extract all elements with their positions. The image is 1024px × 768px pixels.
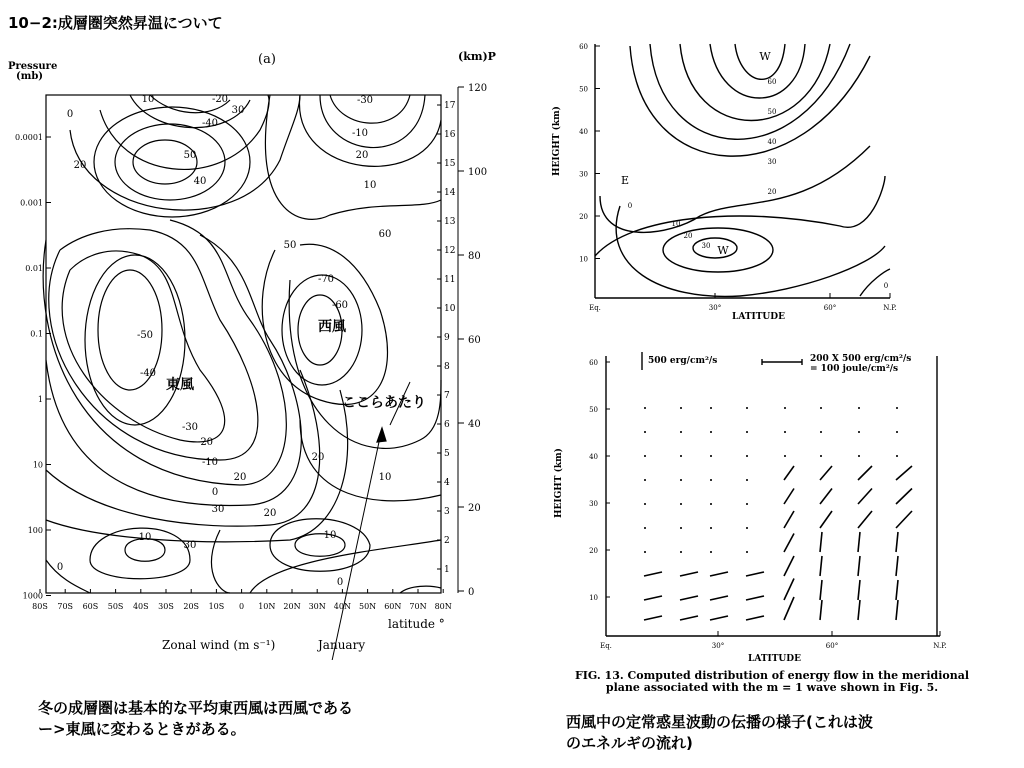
panel-label-a: (a) <box>258 52 276 67</box>
wind-direction-letter: W <box>759 50 771 63</box>
energy-flux-arrow <box>820 489 832 505</box>
contour-value-label: 10 <box>323 530 337 541</box>
energy-flux-arrow <box>784 579 794 601</box>
energy-flux-arrow <box>820 600 822 620</box>
latitude-axis-title-top: LATITUDE <box>732 312 785 322</box>
contour-value-label: 10 <box>141 94 155 105</box>
contour-value-label: 20 <box>355 150 369 161</box>
latitude-tick-label: 70S <box>57 602 74 611</box>
pressure-tick-label: 0.0001 <box>15 133 43 142</box>
latitude-axis-title: latitude ° <box>388 617 445 631</box>
month-caption: January <box>318 638 366 652</box>
annotation-around-here: ここらあたり <box>342 395 426 411</box>
km-tick-label: 8 <box>444 362 450 372</box>
energy-flux-arrow <box>858 511 872 528</box>
latitude-tick-label-top: Eq. <box>589 304 601 312</box>
height-tick-label-top: 40 <box>579 128 588 136</box>
contour-value-label: -60 <box>331 300 349 311</box>
figure-13-caption-line2: plane associated with the m = 1 wave shown in Fig. 5. <box>605 681 939 694</box>
stationary-wave-contour-plot <box>540 36 960 326</box>
zonal-wind-figure <box>0 40 510 660</box>
energy-flux-arrow <box>820 466 832 480</box>
energy-flux-arrow <box>858 600 860 620</box>
energy-flux-arrow <box>644 596 662 600</box>
contour-value-label: -10 <box>351 128 369 139</box>
wave-propagation-note-line2: のエネルギの流れ) <box>566 734 693 752</box>
km-tick-label: 9 <box>444 333 450 343</box>
contour-value-label-top: 30 <box>701 242 711 250</box>
height-tick-label: 120 <box>468 83 488 94</box>
contour-value-label: -30 <box>356 95 374 106</box>
km-axis-title: (km)P <box>458 50 496 63</box>
energy-flux-arrow <box>784 534 794 553</box>
height-tick-label-top: 50 <box>579 85 588 94</box>
pressure-tick-label: 0.001 <box>20 198 43 208</box>
latitude-tick-label: 70N <box>409 602 427 611</box>
pressure-tick-label: 1 <box>37 395 43 404</box>
energy-flux-arrow <box>746 572 764 576</box>
energy-flux-arrow <box>858 580 860 600</box>
energy-flux-arrow <box>710 596 728 600</box>
annotation-east-wind: 東風 <box>166 377 194 393</box>
energy-flux-arrow <box>710 616 728 620</box>
latitude-tick-label-top: 30° <box>708 304 722 312</box>
km-tick-label: 14 <box>444 188 456 198</box>
figure-13-caption-line1: FIG. 13. Computed distribution of energy flow in the meridional <box>574 669 970 682</box>
km-tick-label: 11 <box>444 275 456 285</box>
latitude-tick-label: 50S <box>107 602 124 611</box>
contour-value-label: 20 <box>263 508 277 519</box>
height-axis-title-top: HEIGHT (km) <box>552 106 562 176</box>
height-tick-label-top: 10 <box>579 255 588 264</box>
height-tick-label: 80 <box>468 251 481 262</box>
pressure-tick-label: 0.01 <box>25 264 43 273</box>
zonal-wind-caption: Zonal wind (m s⁻¹) <box>162 638 276 652</box>
km-tick-label: 7 <box>444 391 450 401</box>
contour-value-label: 30 <box>211 504 225 515</box>
contour-value-label-top: 20 <box>767 188 777 196</box>
energy-flux-arrow <box>784 597 794 620</box>
energy-flux-arrow <box>858 532 860 552</box>
energy-flux-arrow <box>896 556 898 576</box>
height-tick-label-bottom: 30 <box>589 500 598 508</box>
winter-stratosphere-note-line2: ー>東風に変わるときがある。 <box>38 720 246 738</box>
km-tick-label: 12 <box>444 246 456 256</box>
km-tick-label: 3 <box>444 507 450 517</box>
energy-flux-arrow <box>784 511 794 528</box>
pressure-tick-label: 1000 <box>22 591 43 601</box>
height-tick-label-bottom: 40 <box>589 453 598 461</box>
pressure-tick-label: 100 <box>27 526 43 535</box>
latitude-tick-label: 40S <box>132 602 149 611</box>
energy-flux-arrow <box>858 466 872 480</box>
energy-flux-arrow <box>746 616 764 620</box>
height-tick-label: 40 <box>468 419 481 430</box>
height-tick-label-bottom: 20 <box>589 547 598 555</box>
latitude-tick-label: 0 <box>239 602 245 611</box>
contour-value-label: 0 <box>56 562 64 573</box>
energy-flux-arrow <box>896 511 912 528</box>
latitude-axis-title-bottom: LATITUDE <box>748 654 801 664</box>
pressure-axis-unit: (mb) <box>16 71 44 82</box>
energy-flux-arrow <box>896 466 912 480</box>
energy-flux-arrow <box>858 489 872 505</box>
latitude-tick-label-bottom: Eq. <box>600 642 612 650</box>
height-tick-label-bottom: 60 <box>589 359 598 367</box>
height-tick-label-top: 20 <box>579 213 588 221</box>
energy-flux-arrow <box>710 572 728 576</box>
latitude-tick-label: 80N <box>434 602 452 611</box>
contour-value-label: -70 <box>317 274 335 285</box>
latitude-tick-label-bottom: 60° <box>825 642 839 650</box>
zonal-wind-contour-plot <box>0 40 510 660</box>
latitude-tick-label: 50N <box>359 602 377 611</box>
winter-stratosphere-note-line1: 冬の成層圏は基本的な平均東西風は西風である <box>38 699 354 717</box>
energy-flux-arrow <box>896 600 898 620</box>
annotation-west-wind: 西風 <box>318 319 346 335</box>
energy-flux-arrow <box>820 511 832 528</box>
latitude-tick-label: 10N <box>258 602 276 611</box>
latitude-tick-label: 30N <box>308 602 326 611</box>
height-tick-label-top: 30 <box>579 170 588 179</box>
km-tick-label: 10 <box>444 304 456 314</box>
km-tick-label: 16 <box>444 130 456 140</box>
contour-value-label-top: 20 <box>683 232 693 240</box>
latitude-tick-label-bottom: N.P. <box>933 642 947 650</box>
latitude-tick-label: 10S <box>208 602 225 611</box>
latitude-tick-label-top: 60° <box>823 304 837 312</box>
height-tick-label: 100 <box>468 167 488 178</box>
contour-value-label: 50 <box>183 150 197 161</box>
contour-value-label-top: 10 <box>671 220 681 228</box>
pressure-tick-label: 0.1 <box>30 329 43 339</box>
height-tick-label: 20 <box>468 503 481 514</box>
contour-value-label: -40 <box>201 118 219 129</box>
contour-value-label-top: 0 <box>883 282 889 290</box>
energy-flux-arrow <box>644 616 662 620</box>
energy-flux-arrow <box>680 616 698 620</box>
latitude-tick-label: 60N <box>384 602 402 611</box>
latitude-tick-label: 80S <box>32 602 48 611</box>
zonal-wind-plot-frame <box>46 95 441 593</box>
height-tick-label: 0 <box>468 587 475 598</box>
pressure-tick-label: 10 <box>32 460 43 470</box>
slide-title: 10−2:成層圏突然昇温について <box>8 14 223 32</box>
contour-value-label: -20 <box>211 94 229 105</box>
height-tick-label-bottom: 10 <box>589 594 598 602</box>
energy-flux-arrow <box>680 572 698 576</box>
vertical-flux-legend: 500 erg/cm²/s <box>648 356 718 366</box>
contour-value-label: -30 <box>181 422 199 433</box>
contour-value-label: 0 <box>336 577 344 588</box>
pressure-axis-title: Pressure <box>8 61 58 72</box>
contour-value-label: 40 <box>193 176 207 187</box>
energy-flux-arrow <box>784 556 794 576</box>
horizontal-flux-legend: 200 X 500 erg/cm²/s <box>810 354 912 364</box>
km-tick-label: 5 <box>444 449 450 459</box>
energy-flux-arrow <box>784 489 794 505</box>
wind-direction-letter: E <box>620 174 630 187</box>
energy-flux-arrow <box>820 580 822 600</box>
latitude-tick-label: 60S <box>82 602 99 611</box>
contour-value-label-top: 50 <box>767 108 777 116</box>
energy-flux-arrow <box>896 580 898 600</box>
height-axis-title-bottom: HEIGHT (km) <box>554 448 564 518</box>
energy-flux-arrow <box>680 596 698 600</box>
latitude-tick-label: 40N <box>333 602 351 611</box>
latitude-tick-label-bottom: 30° <box>711 642 725 650</box>
contour-value-label: 20 <box>311 452 325 463</box>
stationary-wave-figure <box>540 36 960 326</box>
km-tick-label: 13 <box>444 217 456 227</box>
contour-value-label: -10 <box>201 457 219 468</box>
contour-value-label: 20 <box>73 160 87 171</box>
km-tick-label: 15 <box>444 159 456 169</box>
flux-unit-legend: = 100 joule/cm²/s <box>810 364 899 374</box>
contour-value-label: -50 <box>136 330 154 341</box>
contour-value-label-top: 40 <box>767 138 777 146</box>
height-tick-label: 60 <box>468 335 481 346</box>
contour-value-label: 30 <box>183 540 197 551</box>
contour-value-label: 50 <box>283 240 297 251</box>
contour-value-label-top: 60 <box>767 78 777 86</box>
energy-flow-vector-plot <box>540 348 960 698</box>
km-tick-label: 2 <box>444 536 450 546</box>
contour-value-label: 10 <box>138 532 152 543</box>
energy-flux-arrow <box>896 489 912 505</box>
contour-value-label-top: 30 <box>767 158 777 166</box>
latitude-tick-label-top: N.P. <box>883 304 897 312</box>
wind-direction-letter: W <box>717 244 729 257</box>
energy-flux-arrow <box>644 572 662 576</box>
contour-value-label: 30 <box>231 105 245 116</box>
contour-value-label: 10 <box>363 180 377 191</box>
height-tick-label-top: 60 <box>579 43 588 51</box>
contour-value-label: -20 <box>196 437 214 448</box>
energy-flux-arrow <box>858 556 860 576</box>
latitude-tick-label: 20S <box>183 602 200 611</box>
contour-value-label: -40 <box>139 368 157 379</box>
contour-value-label: 0 <box>211 487 219 498</box>
energy-flow-figure <box>540 348 960 698</box>
contour-value-label: 0 <box>66 109 74 120</box>
energy-flux-arrow <box>784 466 794 480</box>
energy-flux-arrow <box>820 556 822 576</box>
height-tick-label-bottom: 50 <box>589 406 598 414</box>
km-tick-label: 4 <box>444 478 450 488</box>
contour-value-label: 60 <box>378 229 392 240</box>
wave-propagation-note-line1: 西風中の定常惑星波動の伝播の様子(これは波 <box>566 713 873 731</box>
energy-flux-arrow <box>820 532 822 552</box>
energy-flux-arrow <box>896 532 898 552</box>
contour-value-label: 20 <box>233 472 247 483</box>
km-tick-label: 6 <box>444 420 450 430</box>
contour-value-label: 10 <box>378 472 392 483</box>
contour-value-label-top: 0 <box>627 202 633 210</box>
energy-flux-arrow <box>746 596 764 600</box>
km-tick-label: 1 <box>444 565 450 575</box>
km-tick-label: 17 <box>444 101 456 111</box>
latitude-tick-label: 30S <box>158 602 174 611</box>
latitude-tick-label: 20N <box>283 602 301 611</box>
